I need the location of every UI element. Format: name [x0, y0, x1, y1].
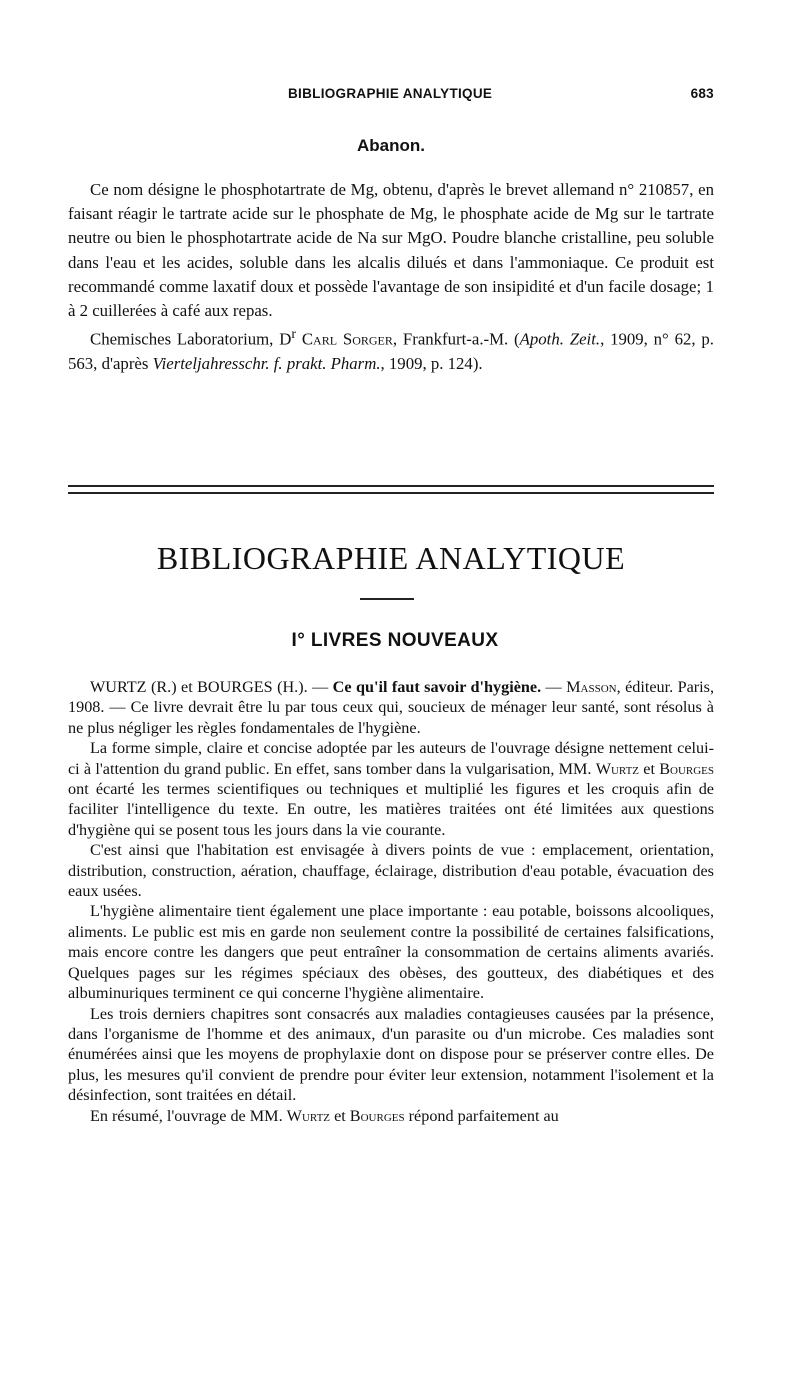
review-p6b: répond parfaitement au [404, 1106, 559, 1125]
review-p6-et: et [330, 1106, 350, 1125]
review-paragraph-2 [68, 738, 714, 840]
review-rest: , éditeur. Paris, 1908. — Ce livre devrait être lu par tous ceux qui, soucieux de ménager leur santé, sont résolus à ne plus négliger les règles fondamentales de l'hygiène. [68, 678, 715, 737]
review-p6-wurtz: Wurtz [286, 1106, 331, 1125]
review-paragraph-5: Les trois derniers chapitres sont consacrés aux maladies contagieuses causées par la présence, dans l'organisme de l'homme et des animaux, d'un parasite ou d'un microbe. Ces maladies sont énumérées ainsi que les moyens de prophylaxie dont on dispose pour se préserver contre elles. De plus, les mesures qu'il convient de prendre pour éviter leur extension, notamment l'isolement et la désinfection, sont traitées en détail. [68, 1004, 714, 1105]
review-book-title: Ce qu'il faut savoir d'hygiène. [332, 678, 542, 696]
source-ref-2: , 1909, p. 124). [380, 354, 483, 374]
review-authors: WURTZ (R.) et BOURGES (H.). — [90, 678, 333, 696]
source-journal-2: Vierteljahresschr. f. prakt. Pharm. [152, 354, 381, 374]
review-p2-bourges: Bourges [659, 759, 715, 778]
review-paragraph-4: L'hygiène alimentaire tient également une place importante : eau potable, boissons alcooliques, aliments. Le public est mis en garde non seulement contre la possibilité de certaines falsifications, mais encore contre les dangers que peut entraîner la consommation de certains aliments avariés. Quelques pages sur les régimes spéciaux des obèses, des goutteux, des diabétiques et des albuminuriques terminent ce qui concerne l'hygiène alimentaire. [68, 902, 714, 1003]
review-p2b: ont écarté les termes scientifiques ou techniques et multiplié les figures et les croquis afin de faciliter l'intelligence du texte. En outre, les matières traitées ont été limitées aux questions d'hygiène qui se posent tous les jours dans la vie courante. [68, 780, 714, 839]
review-paragraph-6 [68, 1106, 714, 1126]
book-review [68, 677, 714, 1126]
review-p2a: La forme simple, claire et concise adoptée par les auteurs de l'ouvrage désigne nettement celui-ci à l'attention du grand public. En effet, sans tomber dans la vulgarisation, MM. [68, 739, 714, 778]
review-publisher: Masson [566, 678, 617, 696]
source-city: , Frankfurt-a.-M. ( [392, 329, 520, 349]
source-dr-sup: r [291, 327, 297, 343]
abanon-paragraph: Ce nom désigne le phosphotartrate de Mg, obtenu, d'après le brevet allemand n° 210857, en faisant réagir le tartrate acide sur le phosphate de Mg, le phosphate acide de Mg sur le tartrate neutre ou bien le phosphotartrate acide de Na sur MgO. Poudre blanche cristalline, peu soluble dans l'eau et les acides, soluble dans les alcalis dilués et dans l'ammoniaque. Ce produit est recommandé comme laxatif doux et possède l'avantage de son insipidité et d'un facile dosage; 1 à 2 cuillerées à café aux repas. [68, 180, 714, 321]
review-p6a: En résumé, l'ouvrage de MM. [90, 1106, 287, 1125]
source-ref-1: , 1909, n° 62, p. 563, d'après [68, 329, 714, 374]
main-section-title: BIBLIOGRAPHIE ANALYTIQUE [156, 540, 626, 576]
page-number: 683 [690, 86, 714, 101]
double-rule-top [68, 485, 714, 487]
source-lab: Chemisches Laboratorium, D [90, 329, 292, 349]
review-paragraph-3: C'est ainsi que l'habitation est envisagée à divers points de vue : emplacement, orientation, distribution, construction, aération, chauffage, éclairage, distribution d'eau potable, évacuation des eaux usées. [68, 841, 714, 901]
review-dash: — [541, 678, 567, 696]
abanon-source [68, 323, 714, 376]
abanon-article [68, 178, 714, 376]
title-underline [360, 598, 414, 600]
running-header-title: BIBLIOGRAPHIE ANALYTIQUE [288, 86, 493, 101]
review-p2-wurtz: Wurtz [595, 759, 640, 778]
review-paragraph-1 [68, 677, 714, 738]
source-author: Carl Sorger [301, 329, 393, 349]
source-journal-1: Apoth. Zeit. [519, 329, 601, 349]
double-rule-bottom [68, 492, 714, 494]
article-title-abanon: Abanon. [357, 136, 425, 155]
review-p2-et: et [639, 759, 660, 778]
subsection-title: I° LIVRES NOUVEAUX [291, 630, 499, 651]
running-header [68, 86, 714, 106]
review-p6-bourges: Bourges [349, 1106, 405, 1125]
